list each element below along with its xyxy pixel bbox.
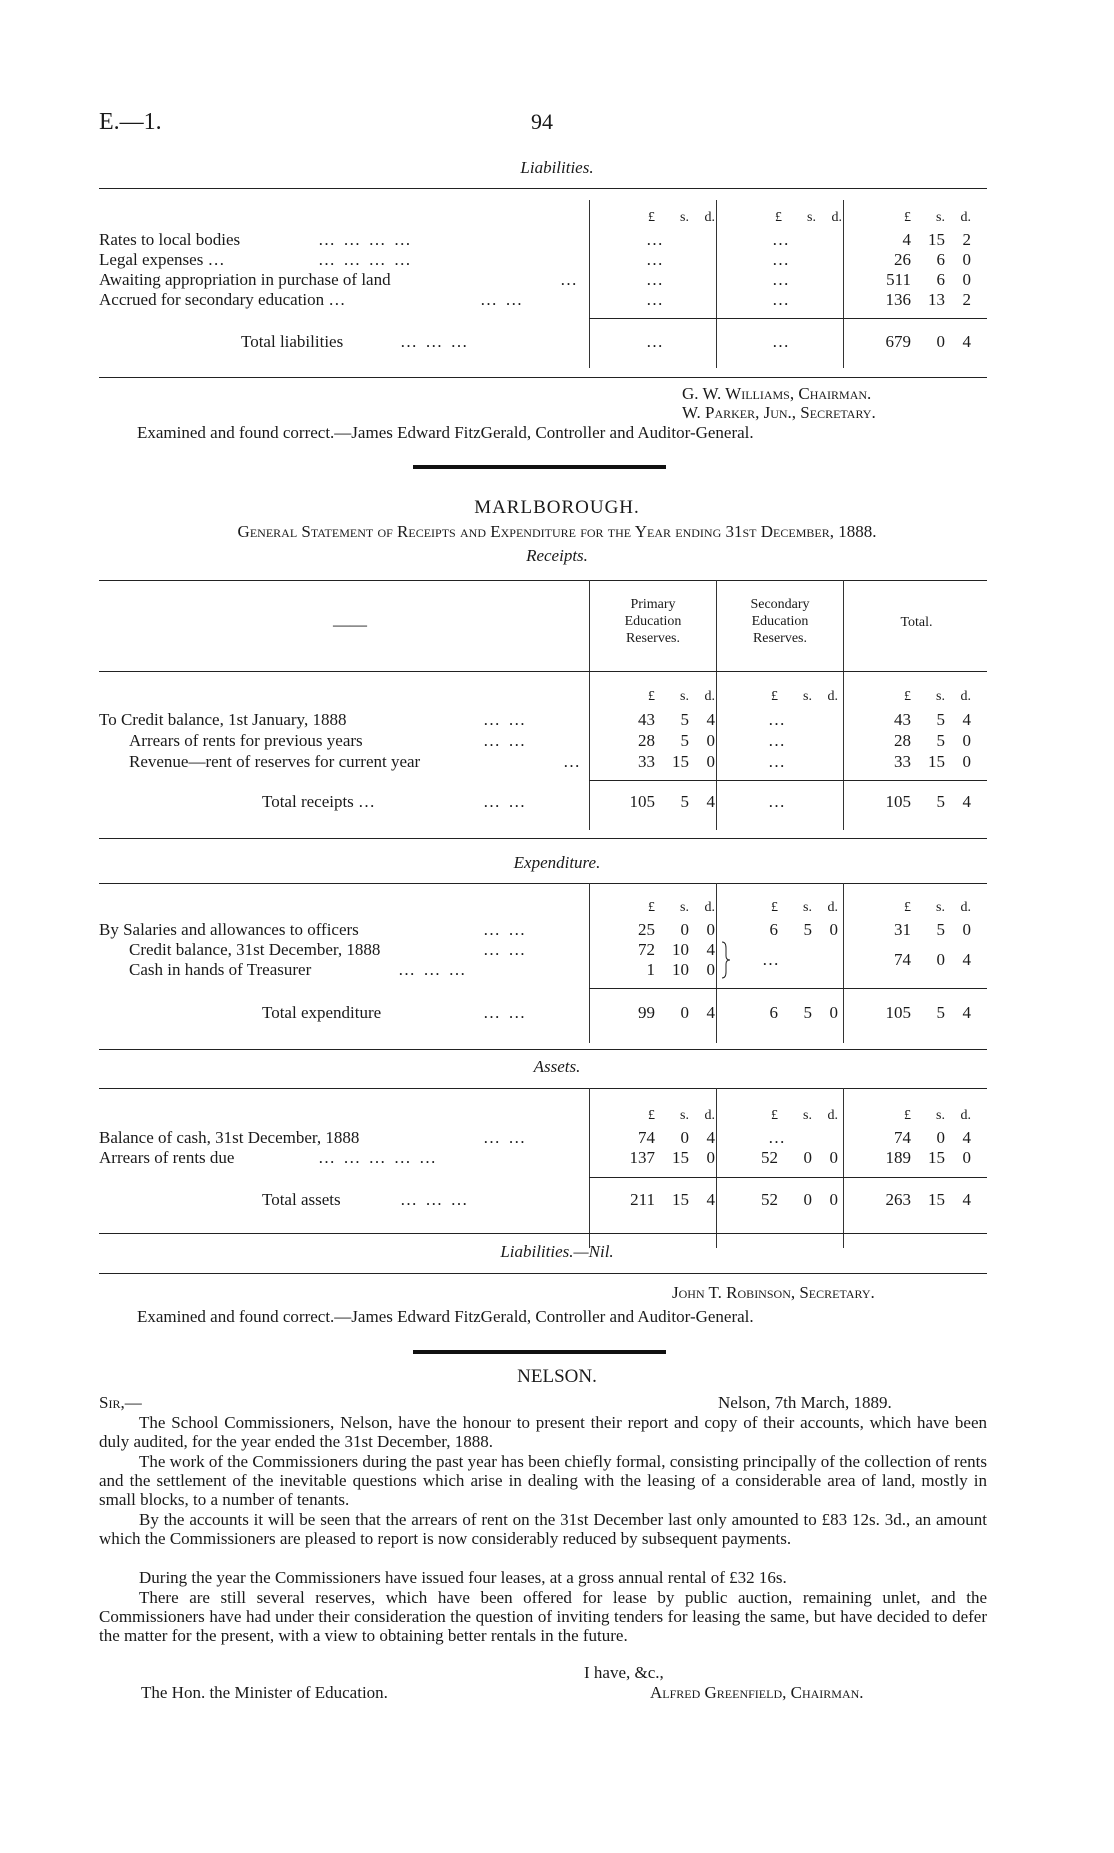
total-row: Total expenditure — [262, 1003, 382, 1022]
table-row: Legal expenses … — [99, 250, 225, 269]
assets-heading: Assets. — [533, 1057, 581, 1076]
table-row: Rates to local bodies — [99, 230, 241, 249]
leader-dots: … … … … — [318, 250, 413, 269]
sum-rule — [589, 988, 987, 989]
total-amount: 4 15 2 — [902, 230, 971, 249]
table-row: Arrears of rents due — [99, 1148, 235, 1167]
examined-statement: Examined and found correct.—James Edward FitzGerald, Controller and Auditor-General. — [137, 1307, 754, 1326]
currency-header: £ s. d. — [904, 210, 971, 225]
total-row: Total liabilities — [241, 332, 344, 351]
currency-header: £ s. d. — [648, 900, 715, 915]
leader-dots: … … — [483, 940, 528, 959]
primary-amount: 137 15 0 — [629, 1148, 715, 1167]
table-row: Cash in hands of Treasurer — [129, 960, 312, 979]
leader-dots: … … … — [400, 332, 470, 351]
primary-amount: 43 5 4 — [638, 710, 715, 729]
addressee: The Hon. the Minister of Education. — [141, 1683, 388, 1702]
total-amount: 105 5 4 — [885, 792, 971, 811]
signature-secretary: W. Parker, Jun., Secretary. — [682, 403, 876, 422]
sum-rule — [589, 318, 987, 319]
total-amount: 74 0 4 — [894, 1128, 971, 1147]
primary-amount: 72 10 4 — [638, 940, 715, 959]
brace-icon — [720, 940, 732, 980]
leader-dots: … — [563, 752, 582, 771]
table-row: Credit balance, 31st December, 1888 — [129, 940, 381, 959]
leader-dots: … … — [483, 1128, 528, 1147]
primary-amount: 1 10 0 — [646, 960, 715, 979]
statement-title: General Statement of Receipts and Expenditure for the Year ending 31st December, 1888. — [237, 522, 877, 541]
column-header-primary: Primary Education Reserves. — [624, 597, 682, 646]
total-amount: 263 15 4 — [885, 1190, 971, 1209]
primary-amount: 74 0 4 — [638, 1128, 715, 1147]
currency-header: £ s. d. — [771, 1108, 838, 1123]
section-title: MARLBOROUGH. — [474, 497, 640, 518]
leader-dots: … — [560, 270, 579, 289]
total-amount: 189 15 0 — [885, 1148, 971, 1167]
divider — [99, 377, 987, 378]
currency-header: £ s. d. — [904, 1108, 971, 1123]
leader-dots: … … — [483, 920, 528, 939]
total-amount: 33 15 0 — [894, 752, 971, 771]
leader-dots: … … … … … — [318, 1148, 438, 1167]
primary-amount: 211 15 4 — [630, 1190, 715, 1209]
examined-statement: Examined and found correct.—James Edward FitzGerald, Controller and Auditor-General. — [137, 423, 754, 442]
secondary-amount: 6 5 0 — [769, 920, 838, 939]
leader-dots: … … … — [400, 1190, 470, 1209]
table-row: Balance of cash, 31st December, 1888 — [99, 1128, 360, 1147]
currency-header: £ s. d. — [771, 689, 838, 704]
divider — [99, 1273, 987, 1274]
paragraph: The School Commissioners, Nelson, have the honour to present their report and copy of their accounts, which have been duly audited, for the year ended the 31st December, 1888. — [99, 1413, 987, 1451]
signature-chairman: G. W. Williams, Chairman. — [682, 384, 872, 403]
section-divider — [413, 465, 666, 469]
leader-dots: … … … … — [318, 230, 413, 249]
sum-rule — [589, 780, 987, 781]
table-row: Arrears of rents for previous years — [129, 731, 363, 750]
letter-date: Nelson, 7th March, 1889. — [718, 1393, 892, 1412]
secondary-amount: 6 5 0 — [769, 1003, 838, 1022]
currency-header: £ s. d. — [904, 689, 971, 704]
leader-dots: … … — [483, 710, 528, 729]
secondary-amount: 52 0 0 — [761, 1148, 838, 1167]
column-header-blank: —— — [333, 615, 367, 634]
total-amount: 136 13 2 — [885, 290, 971, 309]
total-amount: 43 5 4 — [894, 710, 971, 729]
total-amount: 74 0 4 — [894, 950, 971, 969]
leader-dots: … … … — [398, 960, 468, 979]
leader-dots: … … — [483, 731, 528, 750]
total-amount: 28 5 0 — [894, 731, 971, 750]
column-divider — [589, 200, 590, 368]
signature-chairman: Alfred Greenfield, Chairman. — [650, 1683, 864, 1702]
divider — [99, 671, 987, 672]
column-divider — [589, 883, 590, 1043]
currency-header: £ s. d. — [648, 1108, 715, 1123]
table-row: Revenue—rent of reserves for current year — [129, 752, 421, 771]
paragraph: The work of the Commissioners during the past year has been chiefly formal, consisting principally of the collection of rents and the settlement of the inevitable questions which arise in dealing with the leasing of a considerable area of land, mostly in small blocks, to a number of tenants. — [99, 1452, 987, 1509]
total-amount: 105 5 4 — [885, 1003, 971, 1022]
total-amount: 679 0 4 — [885, 332, 971, 351]
table-row: By Salaries and allowances to officers — [99, 920, 359, 939]
currency-header: £ s. d. — [904, 900, 971, 915]
liabilities-heading: Liabilities. — [520, 158, 594, 177]
primary-amount: 33 15 0 — [638, 752, 715, 771]
doc-reference: E.—1. — [99, 109, 162, 135]
closing: I have, &c., — [584, 1663, 664, 1682]
currency-header: £ s. d. — [771, 900, 838, 915]
primary-amount: 28 5 0 — [638, 731, 715, 750]
paragraph: During the year the Commissioners have issued four leases, at a gross annual rental of £32 16s. — [139, 1568, 787, 1587]
receipts-heading: Receipts. — [526, 546, 588, 565]
currency-header: £ s. d. — [648, 210, 715, 225]
column-header-total: Total. — [900, 615, 933, 630]
section-title: NELSON. — [517, 1366, 597, 1387]
total-amount: 31 5 0 — [894, 920, 971, 939]
table-row: Awaiting appropriation in purchase of land — [99, 270, 391, 289]
primary-amount: 99 0 4 — [638, 1003, 715, 1022]
paragraph: There are still several reserves, which have been offered for lease by public auction, remaining unlet, and the Commissioners have had under their consideration the question of inviting tenders for leasing the same, but have decided to defer the matter for the present, with a view to obtaining better rentals in the future. — [99, 1588, 987, 1645]
column-divider — [589, 1088, 590, 1248]
leader-dots: … … — [480, 290, 525, 309]
signature-secretary: John T. Robinson, Secretary. — [672, 1283, 875, 1302]
column-divider — [589, 580, 590, 830]
divider — [99, 1233, 987, 1234]
divider — [99, 883, 987, 884]
total-amount: 26 6 0 — [894, 250, 971, 269]
secondary-amount: 52 0 0 — [761, 1190, 838, 1209]
leader-dots: … … — [483, 792, 528, 811]
liabilities-nil: Liabilities.—Nil. — [500, 1242, 614, 1261]
currency-header: £ s. d. — [648, 689, 715, 704]
currency-header: £ s. d. — [775, 210, 842, 225]
paragraph: By the accounts it will be seen that the arrears of rent on the 31st December last only amounted to £83 12s. 3d., an amount which the Commissioners are pleased to report is now considerably reduced by subsequent payments. — [99, 1510, 987, 1548]
divider — [99, 580, 987, 581]
leader-dots: … … — [483, 1003, 528, 1022]
divider — [99, 838, 987, 839]
column-header-secondary: Secondary Education Reserves. — [750, 597, 810, 646]
section-divider — [413, 1350, 666, 1354]
salutation: Sir,— — [99, 1393, 142, 1412]
divider — [99, 1049, 987, 1050]
total-row: Total receipts … — [262, 792, 376, 811]
divider — [99, 188, 987, 189]
page-number: 94 — [531, 109, 553, 134]
total-row: Total assets — [262, 1190, 341, 1209]
primary-amount: 105 5 4 — [629, 792, 715, 811]
total-amount: 511 6 0 — [886, 270, 971, 289]
primary-amount: 25 0 0 — [638, 920, 715, 939]
expenditure-heading: Expenditure. — [513, 853, 601, 872]
table-row: To Credit balance, 1st January, 1888 — [99, 710, 347, 729]
divider — [99, 1088, 987, 1089]
sum-rule — [589, 1177, 987, 1178]
table-row: Accrued for secondary education … — [99, 290, 346, 309]
